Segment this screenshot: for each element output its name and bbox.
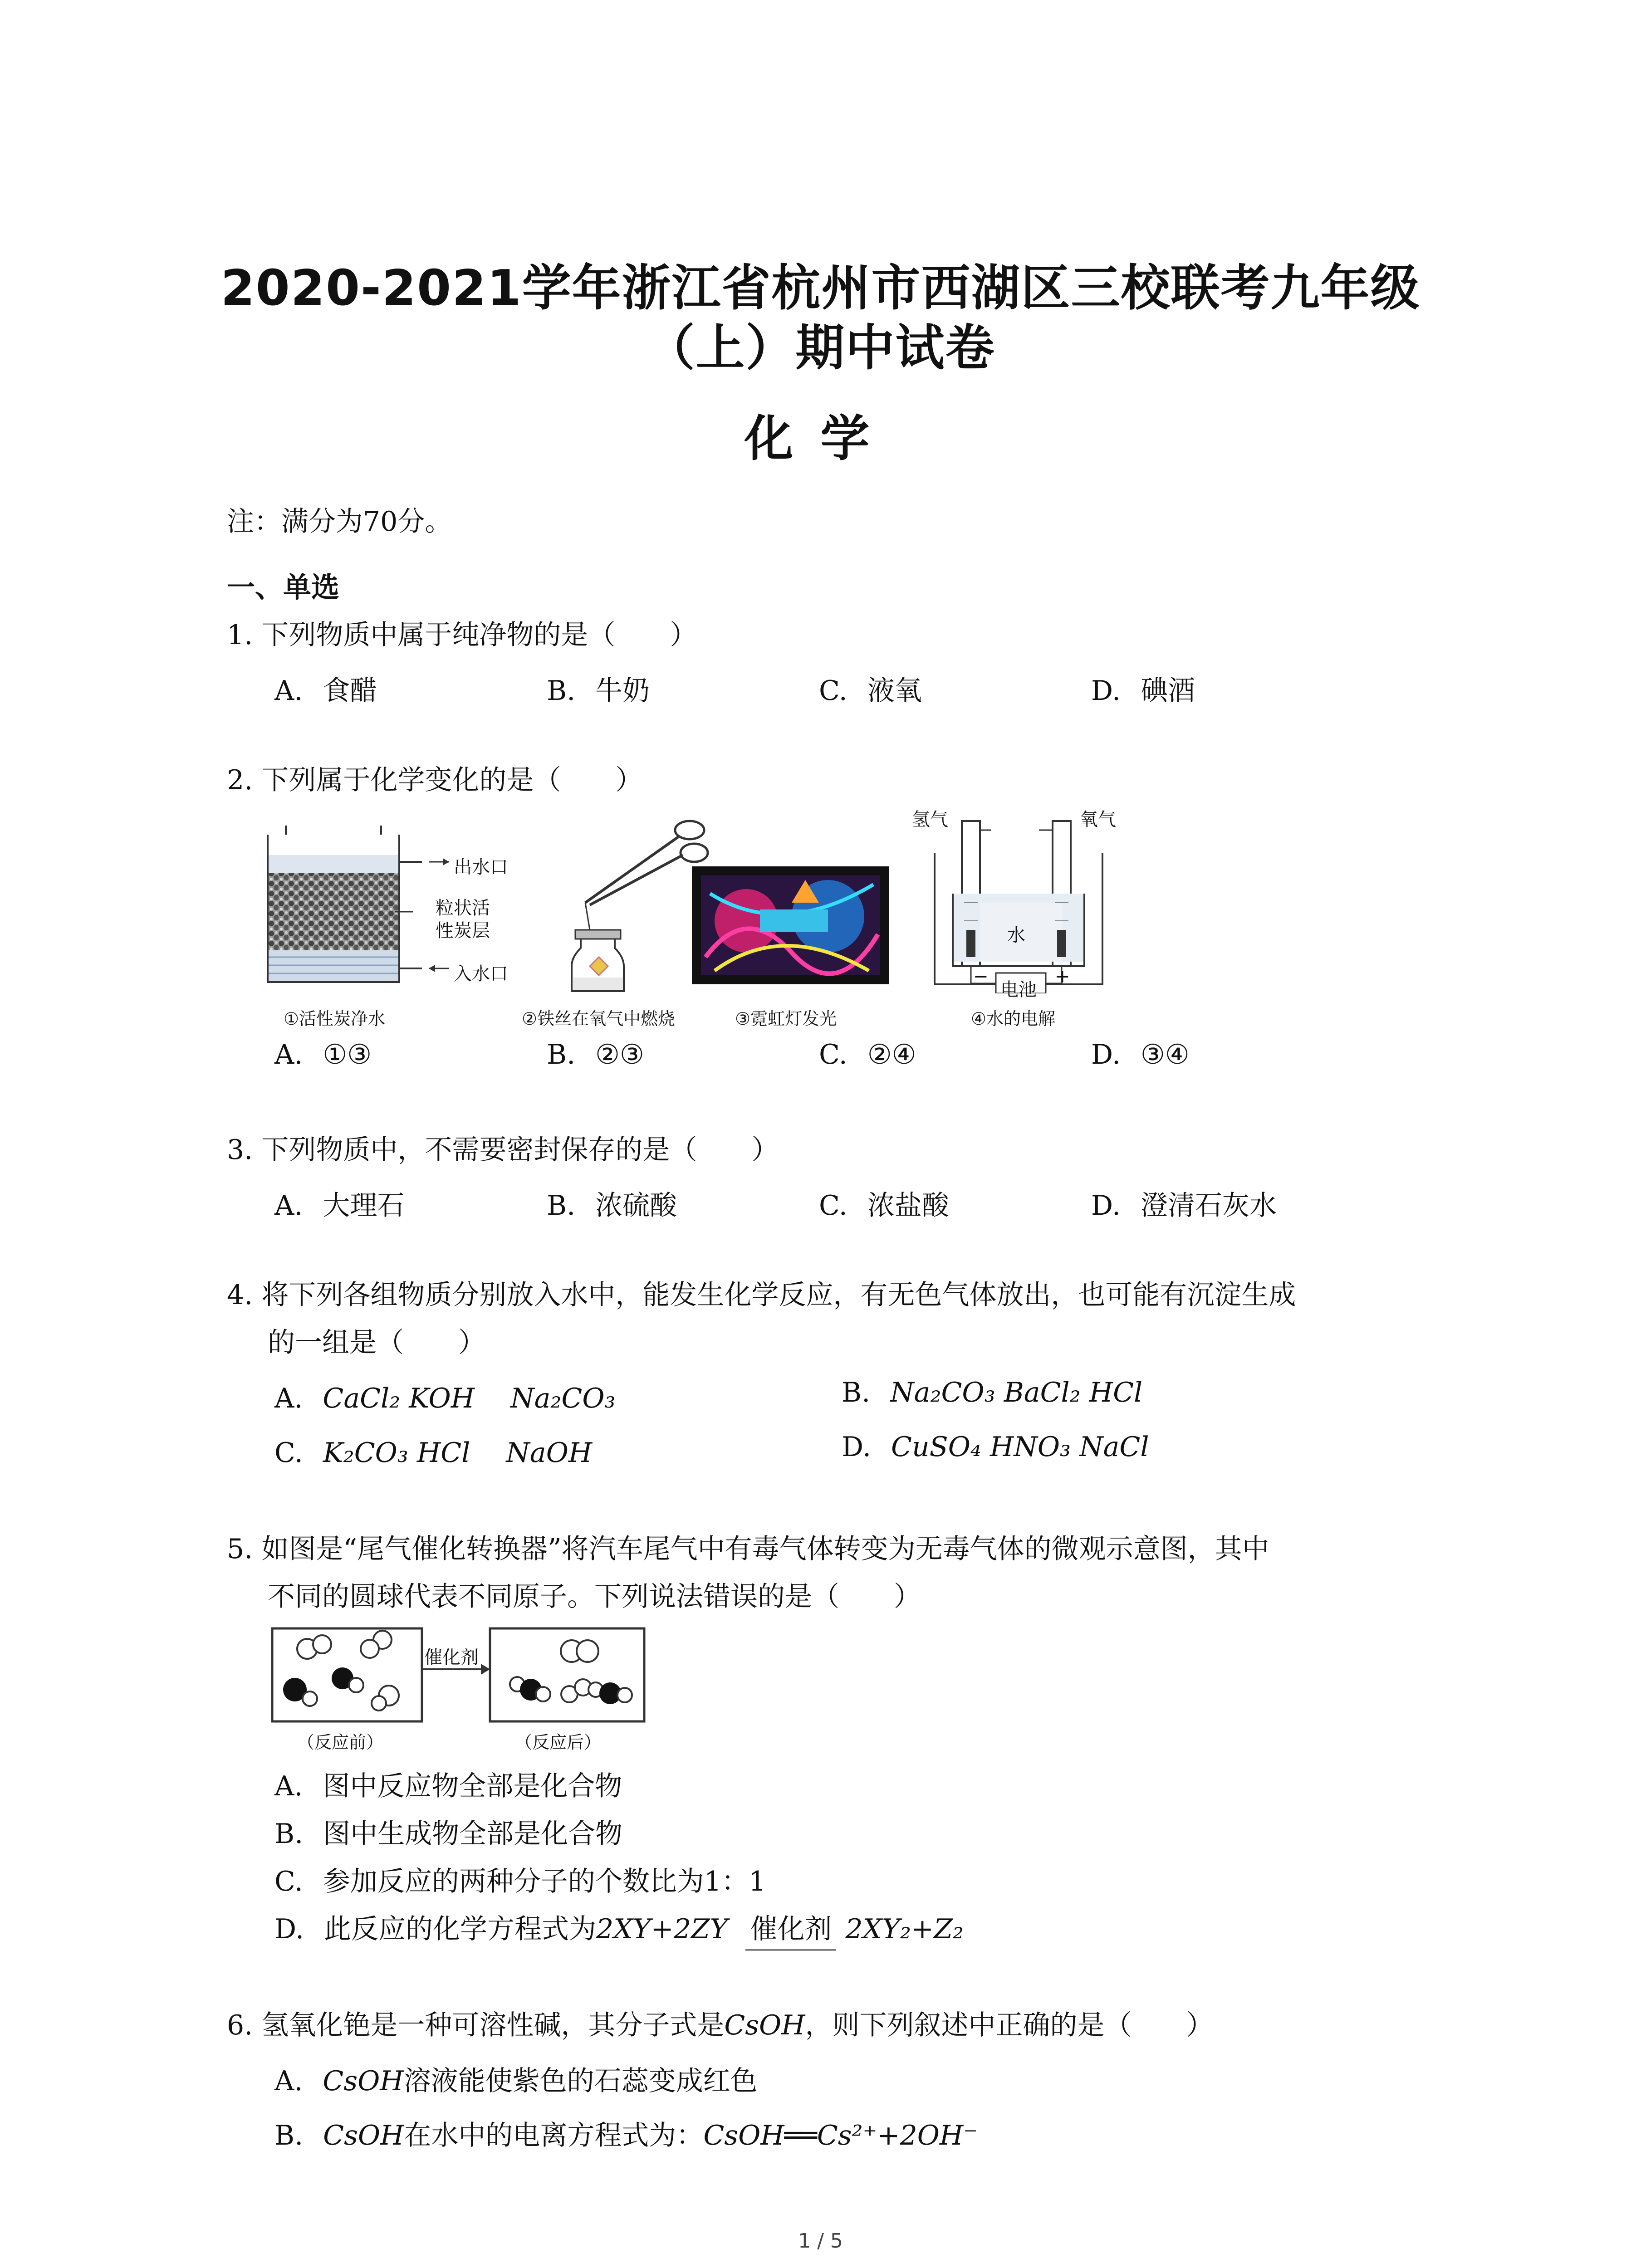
question-5-stem-line2: 不同的圆球代表不同原子。下列说法错误的是（ ） [268,1581,921,1613]
label-battery: 电池 [1000,979,1037,1000]
q2-option-c: C. ②④ [819,1039,916,1070]
figure-activated-carbon [259,821,567,993]
q5-option-b: B. 图中生成物全部是化合物 [274,1818,623,1850]
page-title-line1: 2020-2021学年浙江省杭州市西湖区三校联考九年级 [220,260,1421,317]
q1-option-d: D. 碘酒 [1091,675,1195,707]
q3-option-b: B. 浓硫酸 [547,1190,677,1222]
section-heading: 一、单选 [227,571,340,604]
q6-option-b: B. CsOH在水中的电离方程式为：CsOH══Cs²⁺+2OH⁻ [274,2120,978,2151]
q6-option-a: A. CsOH溶液能使紫色的石蕊变成红色 [274,2065,758,2097]
q3-option-d: D. 澄清石灰水 [1091,1190,1277,1222]
q5-option-a: A. 图中反应物全部是化合物 [274,1770,622,1802]
q2-option-d: D. ③④ [1091,1039,1190,1070]
label-after-reaction: （反应后） [515,1732,602,1752]
label-inlet: 入水口 [454,963,508,984]
question-6-stem: 6. 氢氧化铯是一种可溶性碱，其分子式是CsOH，则下列叙述中正确的是（ ） [227,2009,1214,2041]
subject-title: 化学 [744,411,897,467]
q3-option-c: C. 浓盐酸 [819,1190,949,1222]
figure-caption-1: ①活性炭净水 [284,1009,386,1029]
label-water: 水 [1007,925,1025,946]
label-oxygen: 氧气 [1080,809,1116,830]
q4-option-d: D. CuSO₄ HNO₃ NaCl [842,1431,1149,1463]
q4-option-b: B. Na₂CO₃ BaCl₂ HCl [842,1377,1143,1408]
label-negative: − [973,966,989,987]
q5-option-d: D. 此反应的化学方程式为2XY+2ZY 催化剂 2XY₂+Z₂ [274,1907,964,1951]
q2-option-a: A. ①③ [274,1039,372,1070]
q1-option-a: A. 食醋 [274,675,377,707]
label-carbon-2: 性炭层 [436,920,490,941]
label-carbon-1: 粒状活 [436,898,490,919]
question-4-stem-line2: 的一组是（ ） [268,1327,485,1359]
label-positive: + [1055,966,1070,987]
q3-option-a: A. 大理石 [274,1190,405,1222]
label-outlet: 出水口 [454,857,508,878]
figure-neon-light [692,866,889,984]
question-3-stem: 3. 下列物质中，不需要密封保存的是（ ） [227,1134,779,1166]
figure-electrolysis [926,812,1116,993]
q1-option-c: C. 液氧 [819,675,922,707]
q5-option-c: C. 参加反应的两种分子的个数比为1：1 [274,1866,766,1897]
q4-option-a: A. CaCl₂ KOH Na₂CO₃ [274,1383,616,1414]
page-number: 1 / 5 [798,2229,843,2253]
q4-option-c: C. K₂CO₃ HCl NaOH [274,1437,593,1469]
question-1-stem: 1. 下列物质中属于纯净物的是（ ） [227,619,697,651]
question-5-stem-line1: 5. 如图是“尾气催化转换器”将汽车尾气中有毒气体转变为无毒气体的微观示意图，其中 [227,1533,1269,1565]
figure-catalytic-converter [270,1626,656,1726]
label-catalyst: 催化剂 [424,1647,479,1668]
catalyst-condition: 催化剂 [745,1907,836,1951]
figure-caption-3: ③霓虹灯发光 [735,1009,837,1029]
figure-caption-2: ②铁丝在氧气中燃烧 [522,1009,676,1029]
question-4-stem-line1: 4. 将下列各组物质分别放入水中，能发生化学反应，有无色气体放出，也可能有沉淀生成 [227,1279,1296,1311]
figure-caption-4: ④水的电解 [971,1009,1056,1029]
q2-option-b: B. ②③ [547,1039,644,1070]
label-hydrogen: 氢气 [912,809,948,830]
page-title-line2: （上）期中试卷 [646,320,995,376]
q1-option-b: B. 牛奶 [547,675,650,707]
label-before-reaction: （反应前） [297,1732,384,1752]
score-note: 注：满分为70分。 [227,506,452,538]
question-2-stem: 2. 下列属于化学变化的是（ ） [227,764,643,796]
